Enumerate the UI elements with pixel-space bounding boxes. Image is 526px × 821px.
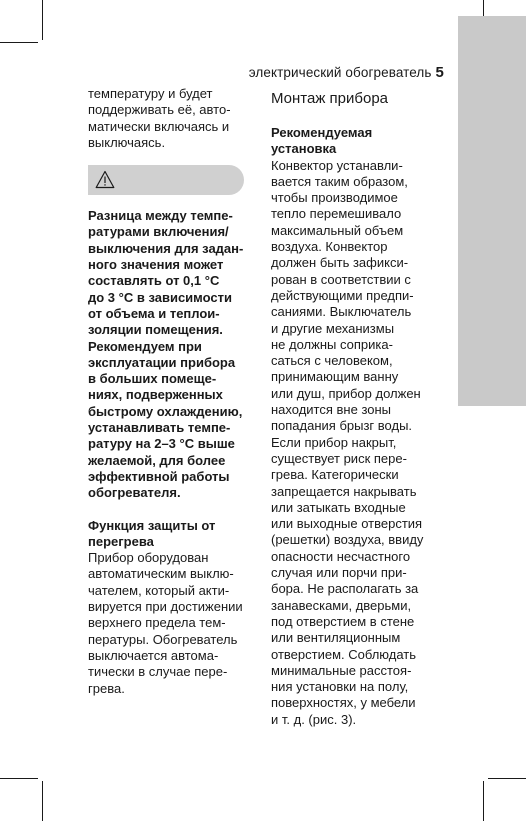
text-line: верхнего предела тем- [88,615,226,631]
text-line: под отверстием в стене [271,613,415,629]
text-line: не должны соприка- [271,336,393,352]
page-number: 5 [435,64,444,81]
header-title: электрический обогреватель [248,65,432,80]
text-line: тически в случае пере- [88,664,228,680]
overheat-heading [88,518,248,551]
crop-mark-bottom-right-v [483,781,484,821]
chapter-tab [458,16,526,406]
text-line: запрещается накрывать [271,483,417,499]
text-line: чателем, который акти- [88,582,230,598]
text-line: температуру и будет [88,86,213,101]
text-line: или вентиляционным [271,630,401,646]
warning-line: ниях, подверженных [88,387,223,403]
warning-line: золяции помещения. [88,322,223,338]
warning-text [88,208,248,501]
heading-line: Рекомендуемая [271,125,373,140]
warning-bar [88,165,244,195]
text-line: поверхностях, у мебели [271,695,416,711]
warning-line: желаемой, для более [88,452,226,468]
text-line: грева. Категорически [271,467,399,483]
text-line: автоматическим выклю- [88,566,234,582]
heading-line: Функция защиты от [88,517,216,533]
text-line: Прибор оборудован [88,550,209,566]
warning-line: Рекомендуем при [88,338,202,354]
text-line: должен быть зафикси- [271,255,409,271]
text-line: принимающим ванну [271,369,399,385]
heading-line: установка [271,141,337,157]
text-line: находится вне зоны [271,402,392,418]
text-line: максимальный объем [271,222,404,238]
text-line: и т. д. (рис. 3). [271,711,357,727]
heading-line: перегрева [88,533,154,549]
warning-line: составлять от 0,1 °C [88,273,220,289]
crop-mark-top-left-h [0,42,38,43]
text-line: или выходные отверстия [271,516,423,532]
text-line: случая или порчи при- [271,565,407,581]
text-line: или затыкать входные [271,499,406,515]
text-line: грева. [88,680,125,696]
warning-line: ратурами включения/ [88,224,229,240]
text-line: пературы. Обогреватель [88,631,238,647]
warning-line: быстрому охлаждению, [88,403,243,419]
warning-line: эксплуатации прибора [88,354,236,370]
text-line: матически включаясь и [88,118,230,134]
section-title: Монтаж прибора [271,90,388,107]
text-line: рован в соответствии с [271,271,411,287]
text-line: вируется при достижении [88,599,243,615]
text-line: или душ, прибор должен [271,385,421,401]
warning-line: выключения для задан- [88,240,244,256]
text-line: опасности несчастного [271,548,411,564]
subsection-heading [271,125,451,158]
text-line: саниями. Выключатель [271,304,412,320]
text-line: бора. Не располагать за [271,581,419,597]
warning-line: обогревателя. [88,485,181,501]
installation-text [271,158,451,728]
text-line: минимальные расстоя- [271,662,412,678]
text-line: Конвектор устанавли- [271,157,403,173]
text-line: занавесками, дверьми, [271,597,412,613]
warning-line: эффективной работы [88,468,230,484]
right-column [271,86,451,728]
overheat-text [88,550,248,697]
warning-line: устанавливать темпе- [88,420,231,436]
text-line: воздуха. Конвектор [271,239,388,255]
warning-line: в больших помеще- [88,371,217,387]
warning-line: ного значения может [88,257,224,273]
crop-mark-bottom-left-h [0,778,38,779]
text-line: тепло перемешивало [271,206,402,222]
text-line: выключается автома- [88,647,219,663]
text-line: (решетки) воздуха, ввиду [271,532,424,548]
page-header [249,64,444,81]
warning-line: Разница между темпе- [88,208,233,224]
text-line: выключаясь. [88,134,166,150]
text-line: существует риск пере- [271,450,407,466]
warning-line: от объема и теплои- [88,305,220,321]
warning-triangle-icon [95,170,115,189]
text-line: действующими предпи- [271,287,414,303]
text-line: ния установки на полу, [271,679,409,695]
crop-mark-top-left-v [42,0,43,40]
crop-mark-bottom-right-h [488,778,526,779]
text-line: и другие механизмы [271,320,395,336]
text-line: отверстием. Соблюдать [271,646,417,662]
text-line: попадания брызг воды. [271,418,413,434]
warning-line: ратуру на 2–3 °C выше [88,436,235,452]
warning-line: до 3 °C в зависимости [88,289,232,305]
intro-text [88,86,248,151]
text-line: чтобы производимое [271,190,398,206]
text-line: поддерживать её, авто- [88,102,231,118]
crop-mark-bottom-left-v [42,781,43,821]
text-line: вается таким образом, [271,173,408,189]
left-column [88,86,248,697]
text-line: саться с человеком, [271,353,393,369]
text-line: Если прибор накрыт, [271,434,397,450]
